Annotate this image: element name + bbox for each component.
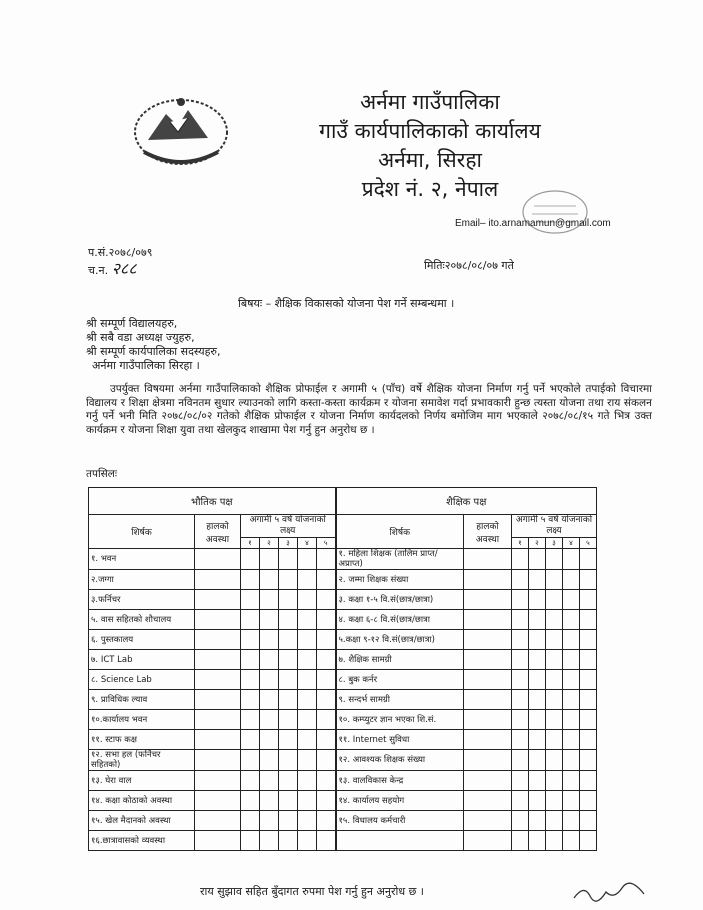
educational-item-label: १०. कम्प्युटर ज्ञान भएका शि.सं.: [336, 710, 464, 730]
educational-goal-cell: [546, 791, 563, 811]
physical-goal-cell: [317, 771, 336, 791]
educational-aspect-header: शैक्षिक पक्ष: [336, 488, 597, 515]
educational-goal-cell: [512, 570, 529, 590]
physical-item-label: ११. स्टाफ कक्ष: [89, 730, 195, 750]
physical-status-cell: [195, 650, 241, 670]
table-row: [89, 650, 597, 670]
educational-goal-cell: [512, 750, 529, 771]
physical-status-cell: [195, 750, 241, 771]
educational-goal-cell: [512, 771, 529, 791]
educational-goal-cell: [512, 811, 529, 831]
physical-goal-cell: [317, 710, 336, 730]
nepal-emblem-logo: [126, 92, 236, 170]
letter-body: उपर्युक्त विषयमा अर्नमा गाउँपालिकाको शैक्षिक प्रोफाईल र अगामी ५ (पाँच) वर्षे शैक्षिक योजना निर्माण गर्नु पर्ने भएकोले तपाईको विचारमा विद्यालय र शिक्षा क्षेत्रमा नविनतम सुधार ल्याउनको लागि कस्ता-कस्ता कार्यक्रम र योजना समावेश गर्दा प्रभावकारी हुन्छ त्यस्ता योजना तथा राय संकलन गर्नु पर्ने भनी मिति २०७८/०८/०२ गतेको शैक्षिक प्रोफाईल र योजना निर्माण कार्यदलको निर्णय बमोजिम माग भएकाले २०७८/०८/१५ गते भित्र उक्त कार्यक्रम र योजना शिक्षा युवा तथा खेलकुद शाखामा पेश गर्नु हुन अनुरोध छ ।: [86, 383, 652, 436]
year-header: १: [512, 538, 529, 549]
physical-goal-cell: [241, 650, 260, 670]
physical-goal-cell: [279, 670, 298, 690]
physical-goal-cell: [260, 710, 279, 730]
educational-goal-cell: [546, 610, 563, 630]
educational-status-cell: [464, 791, 512, 811]
physical-status-cell: [195, 831, 241, 851]
physical-goal-cell: [317, 730, 336, 750]
right-title-column-header: शिर्षक: [336, 515, 464, 549]
educational-goal-cell: [529, 630, 546, 650]
educational-goal-cell: [512, 690, 529, 710]
year-header: २: [260, 538, 279, 549]
educational-goal-cell: [512, 670, 529, 690]
year-header: ५: [317, 538, 336, 549]
educational-goal-cell: [563, 610, 580, 630]
educational-item-label: ४. कक्षा ६-८ वि.सं(छात्र/छात्रा: [336, 610, 464, 630]
letter-subject: बिषयः – शैक्षिक विकासको योजना पेश गर्ने सम्बन्धमा ।: [238, 297, 455, 310]
physical-goal-cell: [279, 630, 298, 650]
physical-goal-cell: [279, 831, 298, 851]
educational-goal-cell: [563, 791, 580, 811]
physical-goal-cell: [298, 630, 317, 650]
physical-status-cell: [195, 791, 241, 811]
physical-goal-cell: [317, 690, 336, 710]
educational-goal-cell: [580, 650, 597, 670]
office-email: Email– ito.arnamamun@gmail.com: [455, 218, 611, 229]
educational-goal-cell: [529, 710, 546, 730]
educational-goal-cell: [529, 811, 546, 831]
left-goal-column-header: अगामी ५ वर्षे योजनाको लक्ष्य: [241, 515, 336, 538]
physical-goal-cell: [317, 549, 336, 570]
educational-item-label: ९. सन्दर्भ सामग्री: [336, 690, 464, 710]
educational-goal-cell: [580, 710, 597, 730]
table-row: [89, 831, 597, 851]
physical-goal-cell: [241, 630, 260, 650]
educational-goal-cell: [563, 650, 580, 670]
physical-goal-cell: [317, 791, 336, 811]
table-row: [89, 590, 597, 610]
physical-goal-cell: [298, 750, 317, 771]
physical-item-label: १०.कार्यालय भवन: [89, 710, 195, 730]
physical-goal-cell: [279, 590, 298, 610]
educational-goal-cell: [563, 811, 580, 831]
educational-goal-cell: [529, 831, 546, 851]
educational-goal-cell: [563, 831, 580, 851]
educational-goal-cell: [546, 771, 563, 791]
left-status-column-header: हालको अवस्था: [195, 515, 241, 549]
physical-status-cell: [195, 630, 241, 650]
physical-item-label: १. भवन: [89, 549, 195, 570]
year-header: २: [529, 538, 546, 549]
table-row: [89, 710, 597, 730]
educational-item-label: ७. शैक्षिक सामग्री: [336, 650, 464, 670]
educational-goal-cell: [563, 771, 580, 791]
educational-status-cell: [464, 630, 512, 650]
letter-date: मितिः२०७८/०८/०७ गते: [424, 259, 514, 272]
educational-goal-cell: [529, 590, 546, 610]
physical-goal-cell: [317, 811, 336, 831]
educational-goal-cell: [512, 730, 529, 750]
year-header: ४: [563, 538, 580, 549]
educational-goal-cell: [563, 590, 580, 610]
physical-goal-cell: [241, 771, 260, 791]
physical-item-label: ८. Science Lab: [89, 670, 195, 690]
recipient-line: श्री सबै वडा अध्यक्ष ज्युहरु,: [86, 331, 195, 344]
table-row: [89, 730, 597, 750]
physical-goal-cell: [317, 831, 336, 851]
physical-goal-cell: [298, 730, 317, 750]
educational-goal-cell: [546, 750, 563, 771]
educational-goal-cell: [512, 650, 529, 670]
physical-goal-cell: [260, 570, 279, 590]
educational-goal-cell: [529, 690, 546, 710]
physical-item-label: १३. घेरा वाल: [89, 771, 195, 791]
educational-goal-cell: [563, 570, 580, 590]
handwritten-signature: [570, 880, 650, 902]
table-row: [89, 549, 597, 570]
year-header: ४: [298, 538, 317, 549]
educational-item-label: ११. Internet सुविधा: [336, 730, 464, 750]
educational-goal-cell: [546, 811, 563, 831]
physical-goal-cell: [317, 750, 336, 771]
letterhead: [300, 88, 560, 204]
educational-goal-cell: [529, 750, 546, 771]
physical-goal-cell: [241, 549, 260, 570]
physical-goal-cell: [279, 650, 298, 670]
educational-goal-cell: [529, 791, 546, 811]
physical-item-label: १२. सभा हल (फर्निचर सहितको): [89, 750, 195, 771]
educational-goal-cell: [563, 549, 580, 570]
year-header: १: [241, 538, 260, 549]
educational-item-label: २. जम्मा शिक्षक संख्या: [336, 570, 464, 590]
educational-goal-cell: [580, 811, 597, 831]
educational-goal-cell: [512, 590, 529, 610]
footer-request: राय सुझाव सहित बुँदागत रुपमा पेश गर्नु हुन अनुरोध छ ।: [200, 885, 424, 898]
physical-aspect-header: भौतिक पक्ष: [89, 488, 336, 515]
physical-goal-cell: [279, 549, 298, 570]
educational-goal-cell: [546, 730, 563, 750]
educational-goal-cell: [546, 670, 563, 690]
year-header: ३: [546, 538, 563, 549]
educational-goal-cell: [563, 750, 580, 771]
educational-status-cell: [464, 811, 512, 831]
table-row: [89, 690, 597, 710]
physical-goal-cell: [241, 670, 260, 690]
table-row: [89, 570, 597, 590]
educational-goal-cell: [563, 630, 580, 650]
physical-goal-cell: [317, 670, 336, 690]
physical-goal-cell: [317, 650, 336, 670]
physical-goal-cell: [260, 750, 279, 771]
physical-status-cell: [195, 690, 241, 710]
recipient-line: श्री सम्पूर्ण विद्यालयहरु,: [86, 317, 178, 330]
educational-status-cell: [464, 710, 512, 730]
educational-goal-cell: [580, 570, 597, 590]
province-name: प्रदेश नं. २, नेपाल: [361, 177, 499, 201]
physical-goal-cell: [241, 610, 260, 630]
educational-goal-cell: [546, 690, 563, 710]
physical-goal-cell: [279, 811, 298, 831]
educational-goal-cell: [529, 549, 546, 570]
educational-goal-cell: [546, 831, 563, 851]
physical-goal-cell: [298, 710, 317, 730]
physical-goal-cell: [279, 791, 298, 811]
physical-goal-cell: [260, 590, 279, 610]
physical-goal-cell: [298, 610, 317, 630]
educational-goal-cell: [512, 610, 529, 630]
physical-goal-cell: [241, 750, 260, 771]
physical-status-cell: [195, 590, 241, 610]
educational-goal-cell: [529, 610, 546, 630]
right-goal-column-header: अगामी ५ वर्षे योजनाको लक्ष्य: [512, 515, 597, 538]
physical-goal-cell: [279, 750, 298, 771]
physical-goal-cell: [260, 630, 279, 650]
physical-status-cell: [195, 710, 241, 730]
physical-goal-cell: [279, 690, 298, 710]
table-row: [89, 811, 597, 831]
physical-status-cell: [195, 771, 241, 791]
educational-goal-cell: [546, 549, 563, 570]
educational-goal-cell: [563, 710, 580, 730]
educational-status-cell: [464, 570, 512, 590]
educational-status-cell: [464, 750, 512, 771]
physical-goal-cell: [317, 610, 336, 630]
dispatch-number: २८८: [111, 259, 137, 278]
educational-goal-cell: [580, 730, 597, 750]
physical-goal-cell: [241, 791, 260, 811]
physical-goal-cell: [260, 690, 279, 710]
physical-goal-cell: [298, 549, 317, 570]
table-body: [89, 549, 597, 851]
physical-goal-cell: [241, 690, 260, 710]
physical-goal-cell: [298, 831, 317, 851]
physical-goal-cell: [241, 831, 260, 851]
physical-item-label: ५. वास सहितको शौचालय: [89, 610, 195, 630]
physical-item-label: १४. कक्षा कोठाको अवस्था: [89, 791, 195, 811]
physical-goal-cell: [260, 791, 279, 811]
physical-goal-cell: [317, 590, 336, 610]
table-row: [89, 750, 597, 771]
educational-goal-cell: [529, 650, 546, 670]
educational-status-cell: [464, 831, 512, 851]
educational-goal-cell: [512, 791, 529, 811]
letter-number: प.सं.२०७८/०७९: [88, 246, 153, 259]
office-location: अर्नमा, सिरहा: [378, 148, 482, 172]
educational-goal-cell: [580, 549, 597, 570]
physical-goal-cell: [298, 771, 317, 791]
educational-goal-cell: [580, 750, 597, 771]
educational-status-cell: [464, 549, 512, 570]
physical-goal-cell: [241, 590, 260, 610]
recipient-line: श्री सम्पूर्ण कार्यपालिका सदस्यहरु,: [86, 345, 221, 358]
physical-goal-cell: [260, 730, 279, 750]
physical-goal-cell: [317, 630, 336, 650]
educational-goal-cell: [512, 831, 529, 851]
educational-goal-cell: [580, 690, 597, 710]
educational-status-cell: [464, 730, 512, 750]
table-row: [89, 610, 597, 630]
reference-block: [88, 245, 152, 279]
physical-goal-cell: [279, 570, 298, 590]
educational-item-label: [336, 831, 464, 851]
educational-status-cell: [464, 771, 512, 791]
dispatch-line: [88, 261, 152, 279]
physical-goal-cell: [279, 610, 298, 630]
physical-goal-cell: [298, 670, 317, 690]
physical-goal-cell: [260, 771, 279, 791]
physical-goal-cell: [241, 811, 260, 831]
educational-item-label: १३. वालविकास केन्द्र: [336, 771, 464, 791]
physical-goal-cell: [260, 831, 279, 851]
recipients-list: [86, 317, 221, 373]
year-header: ५: [580, 538, 597, 549]
table-row: [89, 771, 597, 791]
educational-goal-cell: [580, 791, 597, 811]
educational-goal-cell: [529, 670, 546, 690]
educational-goal-cell: [546, 630, 563, 650]
educational-goal-cell: [580, 831, 597, 851]
educational-goal-cell: [546, 710, 563, 730]
physical-status-cell: [195, 670, 241, 690]
physical-goal-cell: [298, 650, 317, 670]
educational-goal-cell: [546, 590, 563, 610]
physical-goal-cell: [241, 710, 260, 730]
educational-goal-cell: [529, 771, 546, 791]
educational-status-cell: [464, 650, 512, 670]
educational-goal-cell: [563, 730, 580, 750]
educational-goal-cell: [563, 690, 580, 710]
physical-goal-cell: [317, 570, 336, 590]
educational-goal-cell: [580, 590, 597, 610]
right-status-column-header: हालको अवस्था: [464, 515, 512, 549]
table-row: [89, 791, 597, 811]
table-row: [89, 630, 597, 650]
year-header: ३: [279, 538, 298, 549]
left-title-column-header: शिर्षक: [89, 515, 195, 549]
physical-goal-cell: [298, 570, 317, 590]
educational-status-cell: [464, 610, 512, 630]
physical-item-label: १५. खेल मैदानको अवस्था: [89, 811, 195, 831]
planning-table: [88, 487, 597, 851]
physical-goal-cell: [260, 650, 279, 670]
educational-status-cell: [464, 670, 512, 690]
educational-goal-cell: [563, 670, 580, 690]
physical-goal-cell: [260, 610, 279, 630]
dispatch-label: च.न.: [88, 264, 109, 277]
physical-status-cell: [195, 730, 241, 750]
physical-goal-cell: [260, 811, 279, 831]
physical-goal-cell: [279, 730, 298, 750]
educational-status-cell: [464, 690, 512, 710]
physical-goal-cell: [279, 710, 298, 730]
educational-item-label: १२. आवश्यक शिक्षक संख्या: [336, 750, 464, 771]
educational-goal-cell: [512, 710, 529, 730]
physical-status-cell: [195, 811, 241, 831]
physical-item-label: १६.छात्रावासको व्यवस्था: [89, 831, 195, 851]
educational-goal-cell: [529, 730, 546, 750]
educational-goal-cell: [580, 630, 597, 650]
educational-goal-cell: [580, 771, 597, 791]
physical-item-label: ९. प्राविधिक ल्याव: [89, 690, 195, 710]
physical-status-cell: [195, 549, 241, 570]
educational-item-label: १५. विधालय कर्मचारी: [336, 811, 464, 831]
recipient-line: अर्नमा गाउँपालिका सिरहा ।: [92, 359, 200, 372]
physical-goal-cell: [298, 590, 317, 610]
physical-goal-cell: [298, 690, 317, 710]
educational-goal-cell: [580, 670, 597, 690]
educational-goal-cell: [529, 570, 546, 590]
physical-goal-cell: [279, 771, 298, 791]
physical-goal-cell: [260, 549, 279, 570]
educational-goal-cell: [546, 650, 563, 670]
physical-item-label: ७. ICT Lab: [89, 650, 195, 670]
educational-item-label: १४. कार्यालय सहयोग: [336, 791, 464, 811]
physical-goal-cell: [260, 670, 279, 690]
educational-goal-cell: [512, 630, 529, 650]
physical-goal-cell: [298, 791, 317, 811]
educational-status-cell: [464, 590, 512, 610]
details-label: तपसिलः: [86, 468, 118, 480]
physical-status-cell: [195, 610, 241, 630]
educational-item-label: ८. बुक कर्नर: [336, 670, 464, 690]
physical-goal-cell: [298, 811, 317, 831]
municipality-name: अर्नमा गाउँपालिका: [360, 90, 500, 114]
physical-status-cell: [195, 570, 241, 590]
office-name: गाउँ कार्यपालिकाको कार्यालय: [319, 119, 541, 143]
educational-goal-cell: [512, 549, 529, 570]
educational-goal-cell: [546, 570, 563, 590]
educational-item-label: ५.कक्षा ९-१२ वि.सं(छात्र/छात्रा): [336, 630, 464, 650]
physical-item-label: ३.फर्निचर: [89, 590, 195, 610]
physical-goal-cell: [241, 570, 260, 590]
table-row: [89, 670, 597, 690]
physical-item-label: २.जग्गा: [89, 570, 195, 590]
educational-goal-cell: [580, 610, 597, 630]
physical-goal-cell: [241, 730, 260, 750]
physical-item-label: ६. पुस्तकालय: [89, 630, 195, 650]
educational-item-label: ३. कक्षा १-५ वि.सं(छात्र/छात्रा): [336, 590, 464, 610]
educational-item-label: १. महिला शिक्षक (तालिम प्राप्त/अप्राप्त): [336, 549, 464, 570]
